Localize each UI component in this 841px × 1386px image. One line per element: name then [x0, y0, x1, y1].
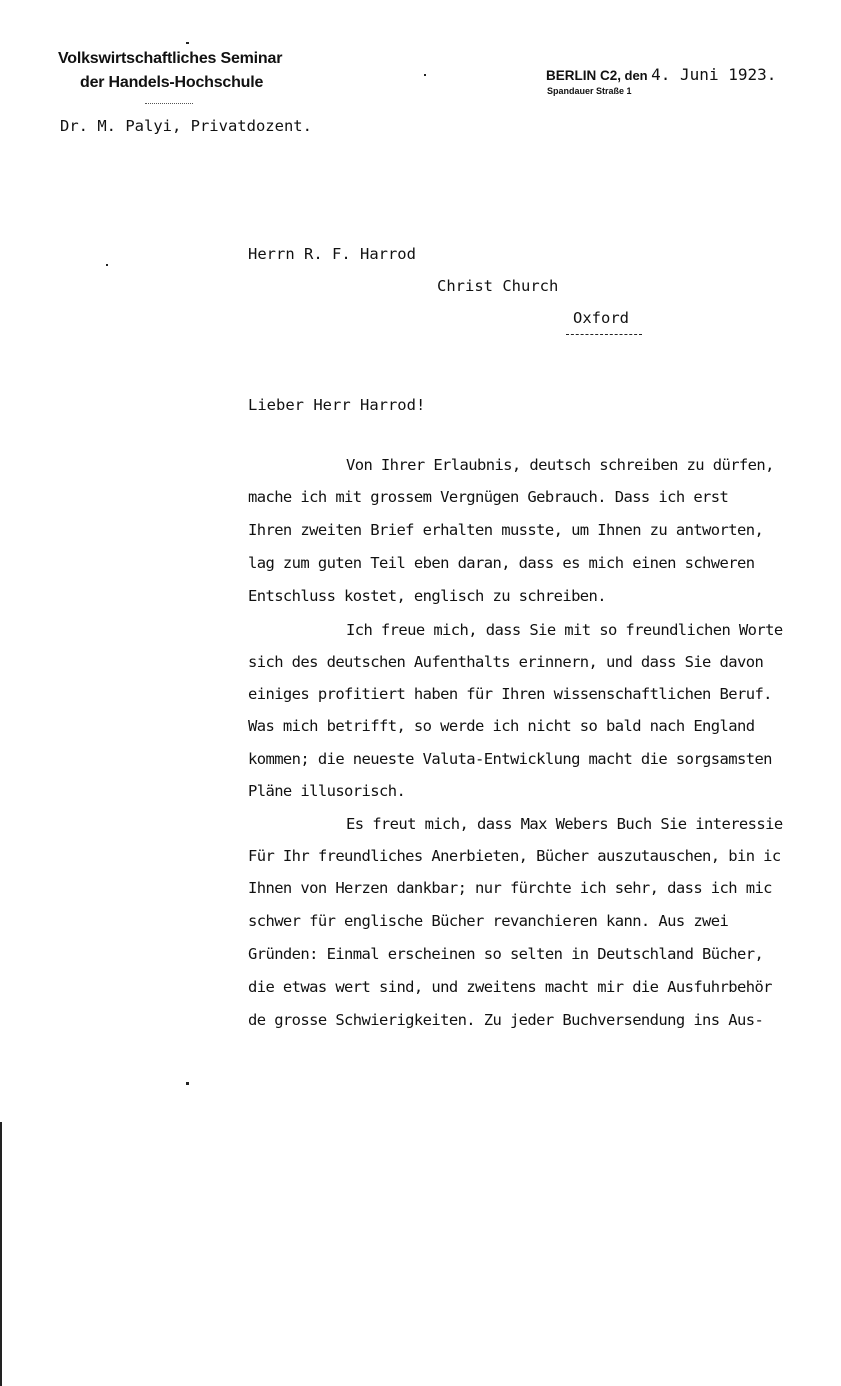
address-underline — [566, 334, 642, 335]
scan-dot — [186, 1082, 189, 1085]
recipient-college: Christ Church — [437, 277, 559, 295]
body-line: die etwas wert sind, und zweitens macht mir die Ausfuhrbehör — [248, 978, 772, 996]
body-line: Ich freue mich, dass Sie mit so freundlichen Worte — [346, 621, 783, 639]
body-line: einiges profitiert haben für Ihren wissenschaftlichen Beruf. — [248, 685, 772, 703]
body-line: Für Ihr freundliches Anerbieten, Bücher auszutauschen, bin ic — [248, 847, 781, 865]
scan-dot — [106, 264, 108, 266]
body-line: sich des deutschen Aufenthalts erinnern, und dass Sie davon — [248, 653, 764, 671]
letterhead-divider — [145, 103, 193, 104]
institution-name-line2: der Handels-Hochschule — [80, 74, 264, 91]
body-line: schwer für englische Bücher revanchieren kann. Aus zwei — [248, 912, 729, 930]
body-line: Ihnen von Herzen dankbar; nur fürchte ich sehr, dass ich mic — [248, 879, 772, 897]
body-line: mache ich mit grossem Vergnügen Gebrauch. Dass ich erst — [248, 488, 729, 506]
scan-dot — [424, 74, 426, 76]
body-line: lag zum guten Teil eben daran, dass es mich einen schweren — [248, 554, 755, 572]
salutation: Lieber Herr Harrod! — [248, 396, 426, 414]
place-date — [546, 65, 776, 85]
body-line: Pläne illusorisch. — [248, 782, 406, 800]
body-line: Es freut mich, dass Max Webers Buch Sie interessie — [346, 815, 783, 833]
date-prefix: den — [624, 68, 648, 83]
scan-edge-mark — [0, 1122, 2, 1386]
body-line: de grosse Schwierigkeiten. Zu jeder Buchversendung ins Aus- — [248, 1011, 764, 1029]
city: BERLIN C2, — [546, 68, 622, 83]
letter-date: 4. Juni 1923. — [651, 65, 777, 84]
institution-name-line1: Volkswirtschaftliches Seminar — [58, 50, 283, 67]
body-line: Was mich betrifft, so werde ich nicht so bald nach England — [248, 717, 755, 735]
body-line: Entschluss kostet, englisch zu schreiben. — [248, 587, 607, 605]
docent-name: Dr. M. Palyi, Privatdozent. — [60, 117, 312, 135]
recipient-name: Herrn R. F. Harrod — [248, 245, 416, 263]
body-line: Von Ihrer Erlaubnis, deutsch schreiben zu dürfen, — [346, 456, 774, 474]
street-address: Spandauer Straße 1 — [547, 86, 632, 96]
recipient-city: Oxford — [573, 309, 629, 327]
body-line: Gründen: Einmal erscheinen so selten in Deutschland Bücher, — [248, 945, 764, 963]
body-line: Ihren zweiten Brief erhalten musste, um Ihnen zu antworten, — [248, 521, 764, 539]
scan-dot — [186, 42, 189, 44]
body-line: kommen; die neueste Valuta-Entwicklung macht die sorgsamsten — [248, 750, 772, 768]
